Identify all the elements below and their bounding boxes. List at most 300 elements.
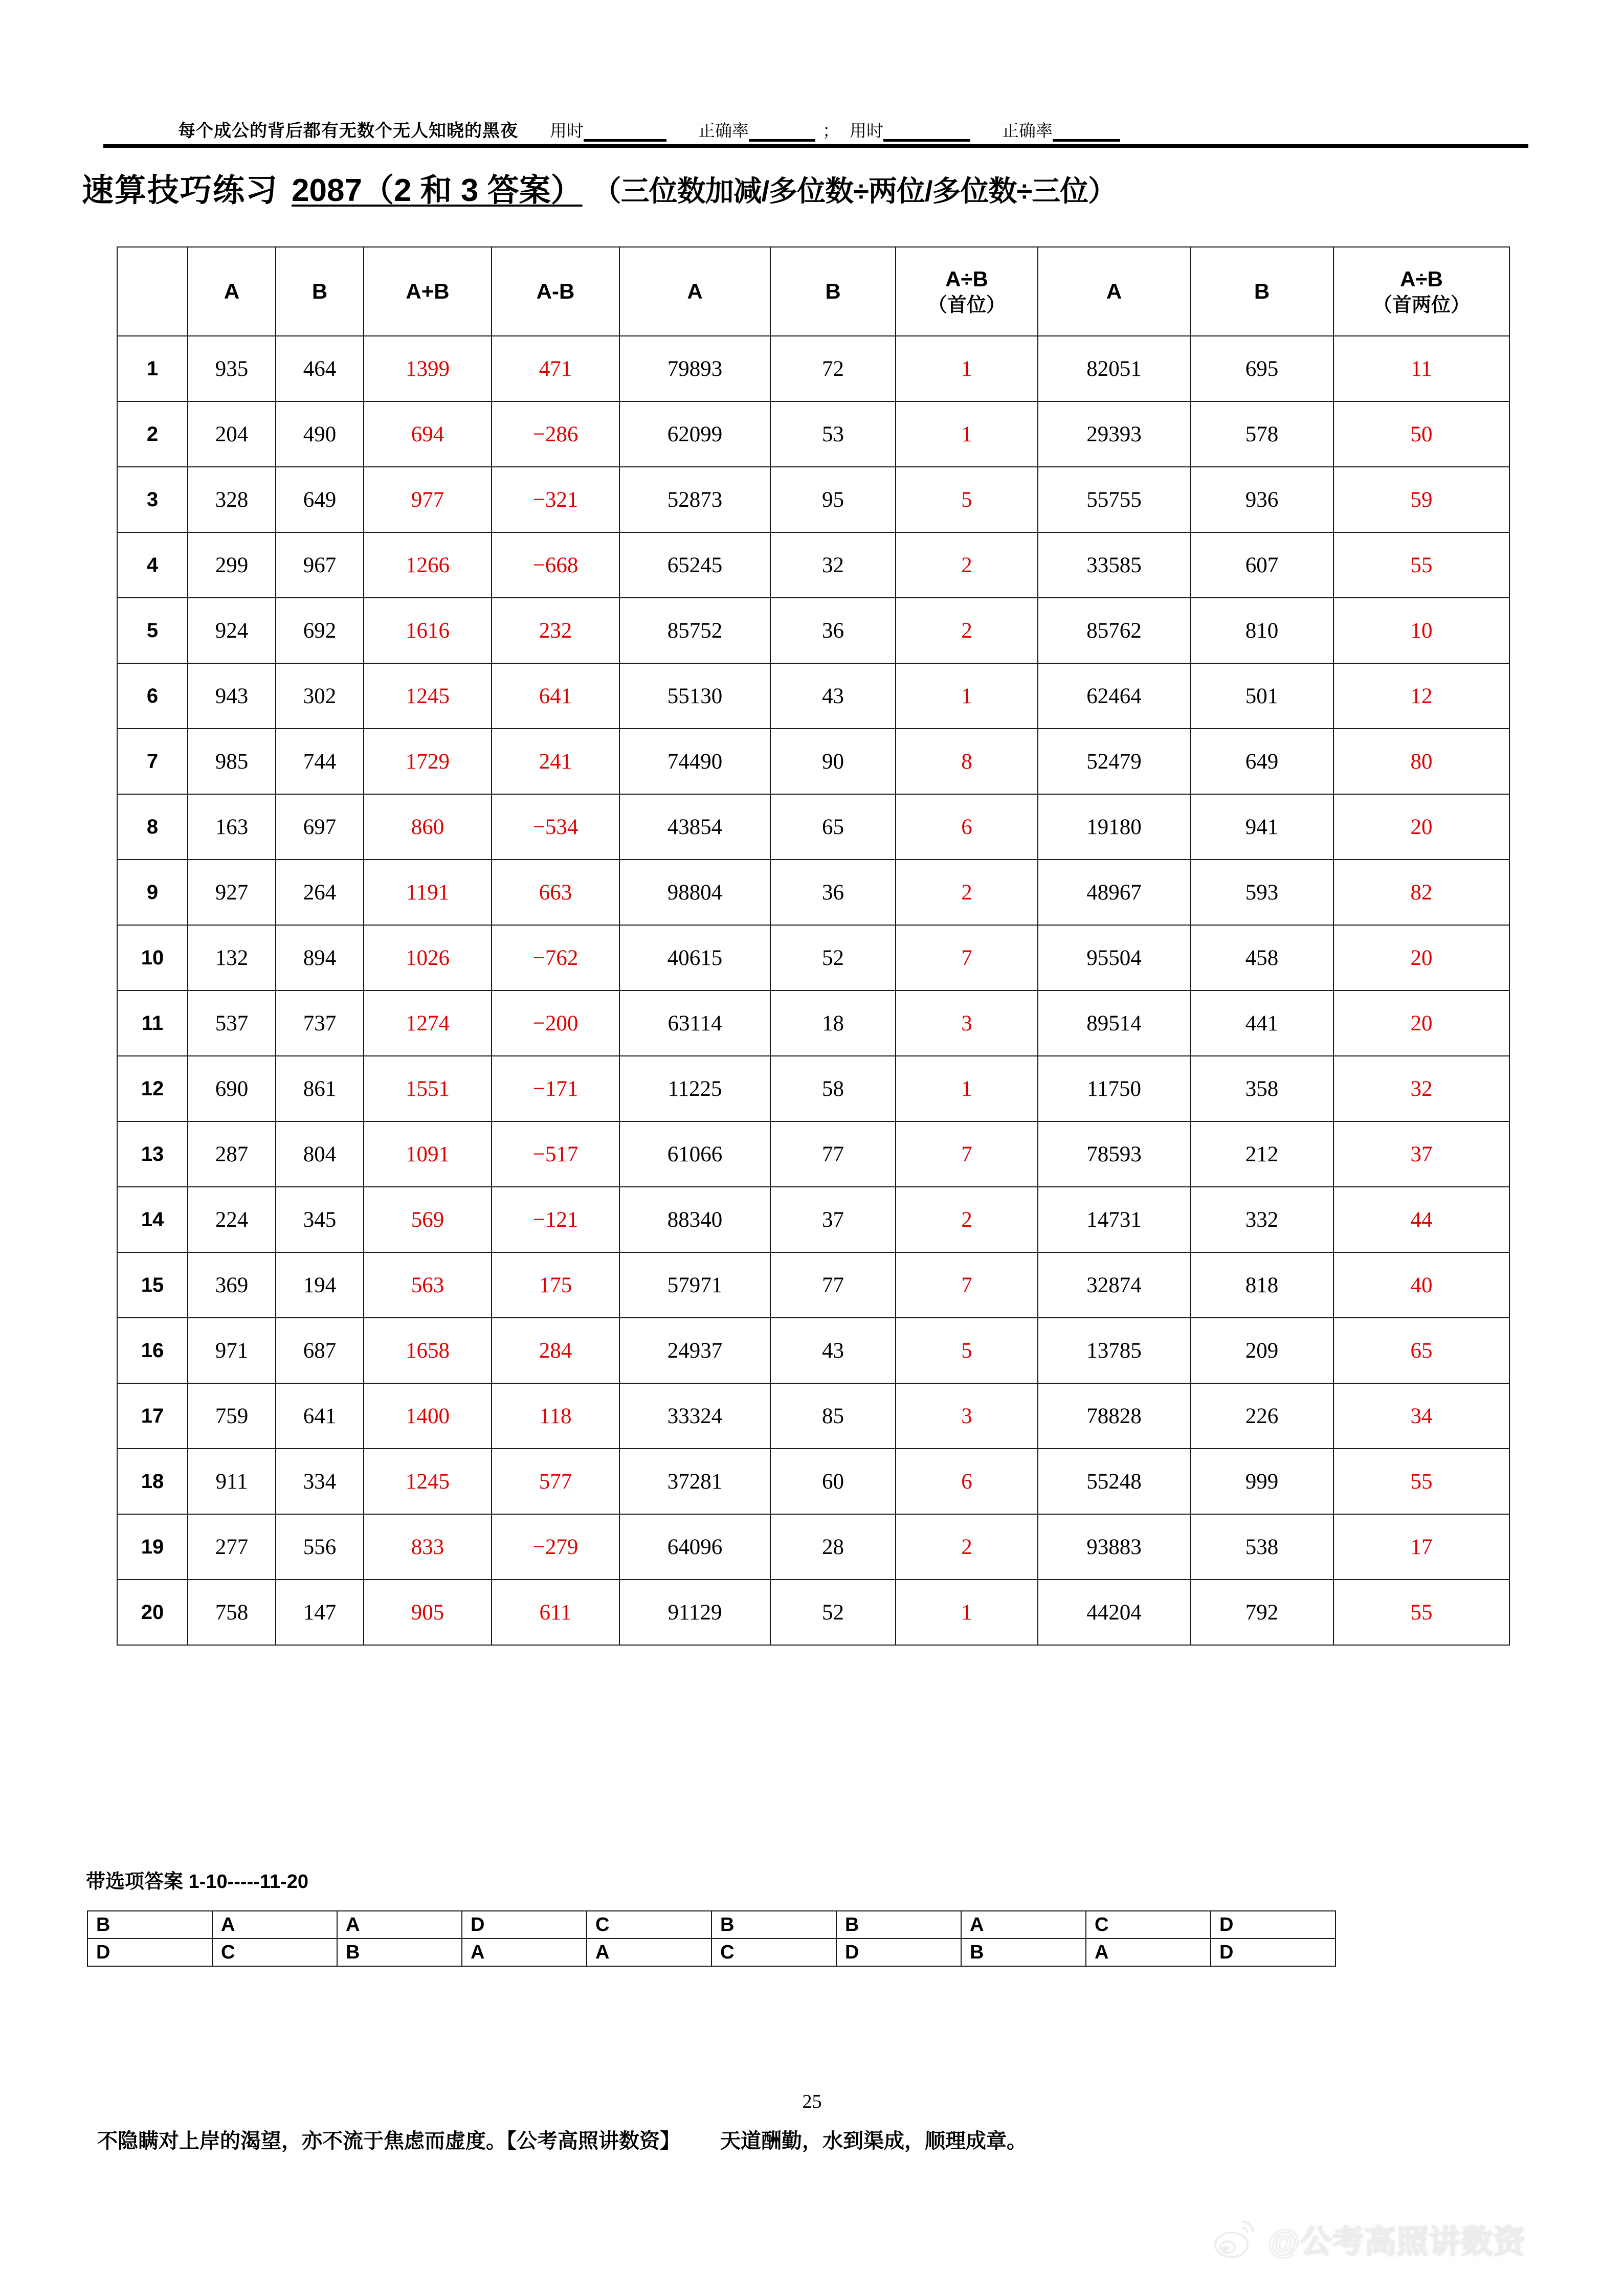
cell-a2: 40615 [619, 925, 770, 991]
col-header-quotient-first-main: A÷B [945, 266, 988, 291]
cell-diff: 232 [492, 598, 619, 663]
header-divider [103, 144, 1528, 148]
cell-b3: 226 [1190, 1383, 1333, 1449]
col-header-quotient-first-sub: （首位） [927, 294, 1006, 316]
title-subtitle: （三位数加减/多位数÷两位/多位数÷三位） [592, 175, 1117, 207]
cell-sum: 1245 [364, 1449, 492, 1514]
cell-a2: 62099 [619, 401, 770, 467]
answer-cell: C [711, 1939, 836, 1966]
cell-a2: 24937 [619, 1318, 770, 1383]
cell-a3: 82051 [1038, 336, 1190, 401]
cell-sum: 569 [364, 1187, 492, 1252]
cell-a1: 132 [188, 925, 276, 991]
row-index: 19 [117, 1514, 188, 1580]
accuracy-field-1 [698, 118, 815, 142]
cell-b2: 32 [770, 532, 896, 598]
answer-cell: D [87, 1939, 212, 1966]
cell-sum: 1245 [364, 663, 492, 729]
cell-a2: 55130 [619, 663, 770, 729]
accuracy-field-2 [1002, 118, 1120, 142]
cell-a1: 758 [188, 1580, 276, 1645]
weibo-icon [1212, 2214, 1261, 2263]
cell-a1: 299 [188, 532, 276, 598]
col-header-quotient-first [896, 247, 1038, 336]
header-motto: 每个成公的背后都有无数个无人知晓的黑夜 [178, 121, 518, 141]
answer-cell: B [961, 1939, 1086, 1966]
cell-sum: 1551 [364, 1056, 492, 1121]
cell-b2: 18 [770, 991, 896, 1056]
answers-table [87, 1910, 1336, 1967]
cell-quotient-two: 80 [1333, 729, 1509, 794]
cell-b1: 737 [276, 991, 364, 1056]
row-index: 17 [117, 1383, 188, 1449]
cell-b3: 818 [1190, 1252, 1333, 1318]
cell-b3: 936 [1190, 467, 1333, 532]
cell-diff: −762 [492, 925, 619, 991]
cell-a3: 78593 [1038, 1121, 1190, 1187]
cell-a1: 985 [188, 729, 276, 794]
cell-sum: 860 [364, 794, 492, 860]
cell-sum: 1400 [364, 1383, 492, 1449]
cell-quotient-first: 7 [896, 1252, 1038, 1318]
cell-sum: 563 [364, 1252, 492, 1318]
table-row [117, 1318, 1509, 1383]
cell-b1: 464 [276, 336, 364, 401]
table-row [117, 1252, 1509, 1318]
col-header-a2: A [619, 247, 770, 336]
cell-a2: 65245 [619, 532, 770, 598]
col-header-quotient-two-main: A÷B [1400, 266, 1443, 291]
cell-b2: 95 [770, 467, 896, 532]
cell-b2: 36 [770, 598, 896, 663]
row-index: 20 [117, 1580, 188, 1645]
answer-row-11-20 [87, 1939, 1336, 1966]
cell-quotient-two: 17 [1333, 1514, 1509, 1580]
cell-quotient-two: 20 [1333, 925, 1509, 991]
cell-a2: 98804 [619, 860, 770, 925]
cell-b3: 695 [1190, 336, 1333, 401]
cell-b1: 697 [276, 794, 364, 860]
time-label-1: 用时 [550, 121, 584, 140]
watermark [1212, 2214, 1525, 2263]
cell-a2: 63114 [619, 991, 770, 1056]
cell-a1: 224 [188, 1187, 276, 1252]
cell-a2: 52873 [619, 467, 770, 532]
cell-quotient-two: 37 [1333, 1121, 1509, 1187]
answer-cell: A [1086, 1939, 1211, 1966]
row-index: 11 [117, 991, 188, 1056]
cell-b3: 441 [1190, 991, 1333, 1056]
cell-b1: 804 [276, 1121, 364, 1187]
cell-a3: 95504 [1038, 925, 1190, 991]
answer-cell: A [961, 1911, 1086, 1939]
cell-b1: 345 [276, 1187, 364, 1252]
cell-b3: 212 [1190, 1121, 1333, 1187]
cell-quotient-two: 59 [1333, 467, 1509, 532]
cell-a1: 943 [188, 663, 276, 729]
cell-b1: 641 [276, 1383, 364, 1449]
cell-quotient-first: 2 [896, 532, 1038, 598]
cell-a3: 85762 [1038, 598, 1190, 663]
cell-b2: 72 [770, 336, 896, 401]
cell-b2: 28 [770, 1514, 896, 1580]
cell-b3: 538 [1190, 1514, 1333, 1580]
cell-diff: 118 [492, 1383, 619, 1449]
cell-quotient-first: 2 [896, 860, 1038, 925]
cell-b3: 209 [1190, 1318, 1333, 1383]
cell-sum: 1616 [364, 598, 492, 663]
row-index: 16 [117, 1318, 188, 1383]
cell-b2: 77 [770, 1252, 896, 1318]
cell-b2: 85 [770, 1383, 896, 1449]
cell-a3: 52479 [1038, 729, 1190, 794]
cell-a3: 44204 [1038, 1580, 1190, 1645]
cell-quotient-first: 3 [896, 1383, 1038, 1449]
cell-quotient-first: 1 [896, 1580, 1038, 1645]
answer-cell: C [587, 1911, 711, 1939]
watermark-text: @公考高照讲数资 [1269, 2224, 1526, 2260]
cell-quotient-two: 82 [1333, 860, 1509, 925]
col-header-b3: B [1190, 247, 1333, 336]
cell-a2: 11225 [619, 1056, 770, 1121]
cell-diff: −121 [492, 1187, 619, 1252]
cell-diff: −668 [492, 532, 619, 598]
row-index: 18 [117, 1449, 188, 1514]
cell-a2: 43854 [619, 794, 770, 860]
cell-sum: 1274 [364, 991, 492, 1056]
cell-a1: 328 [188, 467, 276, 532]
col-header-index [117, 247, 188, 336]
table-row [117, 1580, 1509, 1645]
cell-quotient-first: 6 [896, 794, 1038, 860]
cell-a1: 163 [188, 794, 276, 860]
cell-quotient-first: 1 [896, 663, 1038, 729]
cell-quotient-two: 12 [1333, 663, 1509, 729]
cell-diff: −517 [492, 1121, 619, 1187]
cell-a1: 287 [188, 1121, 276, 1187]
answer-cell: A [337, 1911, 462, 1939]
footer-quote-part1: 不隐瞒对上岸的渴望，亦不流于焦虑而虚度。【公考高照讲数资】 [97, 2130, 680, 2152]
cell-quotient-two: 10 [1333, 598, 1509, 663]
exercise-table [117, 246, 1510, 1646]
cell-a1: 911 [188, 1449, 276, 1514]
cell-b3: 593 [1190, 860, 1333, 925]
cell-sum: 694 [364, 401, 492, 467]
cell-a2: 37281 [619, 1449, 770, 1514]
cell-sum: 977 [364, 467, 492, 532]
cell-quotient-two: 55 [1333, 532, 1509, 598]
row-index: 5 [117, 598, 188, 663]
time-label-2: 用时 [850, 121, 883, 140]
cell-quotient-first: 5 [896, 1318, 1038, 1383]
cell-a2: 64096 [619, 1514, 770, 1580]
title-main: 速算技巧练习 [82, 173, 279, 208]
cell-b1: 147 [276, 1580, 364, 1645]
cell-sum: 1091 [364, 1121, 492, 1187]
row-index: 15 [117, 1252, 188, 1318]
row-index: 10 [117, 925, 188, 991]
cell-a1: 971 [188, 1318, 276, 1383]
cell-b1: 894 [276, 925, 364, 991]
cell-sum: 905 [364, 1580, 492, 1645]
cell-a2: 79893 [619, 336, 770, 401]
cell-sum: 1266 [364, 532, 492, 598]
cell-b1: 194 [276, 1252, 364, 1318]
cell-a1: 924 [188, 598, 276, 663]
cell-quotient-first: 7 [896, 925, 1038, 991]
cell-diff: 175 [492, 1252, 619, 1318]
cell-b2: 37 [770, 1187, 896, 1252]
answer-cell: A [212, 1911, 337, 1939]
cell-diff: −279 [492, 1514, 619, 1580]
accuracy-blank-1[interactable] [749, 124, 815, 142]
answer-cell: B [711, 1911, 836, 1939]
cell-quotient-two: 20 [1333, 991, 1509, 1056]
cell-b2: 52 [770, 1580, 896, 1645]
cell-quotient-first: 1 [896, 1056, 1038, 1121]
table-row [117, 1187, 1509, 1252]
cell-quotient-first: 7 [896, 1121, 1038, 1187]
cell-a3: 14731 [1038, 1187, 1190, 1252]
cell-diff: 284 [492, 1318, 619, 1383]
cell-quotient-two: 44 [1333, 1187, 1509, 1252]
row-index: 6 [117, 663, 188, 729]
cell-diff: −534 [492, 794, 619, 860]
cell-b3: 792 [1190, 1580, 1333, 1645]
cell-b3: 501 [1190, 663, 1333, 729]
row-index: 13 [117, 1121, 188, 1187]
cell-a1: 277 [188, 1514, 276, 1580]
cell-b2: 43 [770, 1318, 896, 1383]
col-header-a3: A [1038, 247, 1190, 336]
page-title [82, 165, 1565, 214]
table-row [117, 1121, 1509, 1187]
cell-diff: −200 [492, 991, 619, 1056]
table-row [117, 1514, 1509, 1580]
cell-b2: 60 [770, 1449, 896, 1514]
cell-b2: 36 [770, 860, 896, 925]
table-row [117, 467, 1509, 532]
accuracy-label-1: 正确率 [698, 121, 749, 140]
cell-quotient-first: 2 [896, 1187, 1038, 1252]
answers-label: 带选项答案 1-10-----11-20 [86, 1871, 308, 1893]
footer-quote [97, 2125, 1529, 2154]
table-row [117, 925, 1509, 991]
cell-b3: 999 [1190, 1449, 1333, 1514]
row-index: 9 [117, 860, 188, 925]
cell-quotient-first: 2 [896, 598, 1038, 663]
answer-cell: A [587, 1939, 711, 1966]
answer-cell: B [337, 1939, 462, 1966]
cell-b1: 861 [276, 1056, 364, 1121]
accuracy-blank-2[interactable] [1053, 124, 1120, 142]
cell-quotient-two: 55 [1333, 1449, 1509, 1514]
cell-sum: 1026 [364, 925, 492, 991]
cell-b3: 941 [1190, 794, 1333, 860]
cell-a3: 62464 [1038, 663, 1190, 729]
row-index: 1 [117, 336, 188, 401]
cell-diff: −171 [492, 1056, 619, 1121]
cell-a1: 927 [188, 860, 276, 925]
running-header [102, 100, 1529, 142]
cell-diff: −321 [492, 467, 619, 532]
cell-quotient-two: 40 [1333, 1252, 1509, 1318]
cell-quotient-first: 1 [896, 401, 1038, 467]
row-index: 2 [117, 401, 188, 467]
cell-a3: 29393 [1038, 401, 1190, 467]
col-header-diff: A-B [492, 247, 619, 336]
header-separator: ； [822, 121, 839, 140]
cell-diff: 641 [492, 663, 619, 729]
col-header-a1: A [188, 247, 276, 336]
cell-b3: 810 [1190, 598, 1333, 663]
cell-quotient-two: 32 [1333, 1056, 1509, 1121]
cell-b3: 358 [1190, 1056, 1333, 1121]
footer-quote-part2: 天道酬勤，水到渠成，顺理成章。 [720, 2130, 1027, 2152]
title-code: 2087（2 和 3 答案） [292, 173, 583, 208]
accuracy-label-2: 正确率 [1002, 121, 1053, 140]
cell-a2: 61066 [619, 1121, 770, 1187]
table-row [117, 336, 1509, 401]
col-header-b2: B [770, 247, 896, 336]
cell-a2: 33324 [619, 1383, 770, 1449]
time-blank-1[interactable] [584, 124, 666, 142]
cell-a1: 537 [188, 991, 276, 1056]
cell-b1: 692 [276, 598, 364, 663]
cell-a3: 32874 [1038, 1252, 1190, 1318]
cell-b3: 607 [1190, 532, 1333, 598]
cell-quotient-first: 1 [896, 336, 1038, 401]
cell-b2: 77 [770, 1121, 896, 1187]
cell-a2: 57971 [619, 1252, 770, 1318]
cell-sum: 1658 [364, 1318, 492, 1383]
time-field-1 [550, 118, 666, 142]
table-row [117, 860, 1509, 925]
cell-diff: 611 [492, 1580, 619, 1645]
table-row [117, 1383, 1509, 1449]
cell-b2: 43 [770, 663, 896, 729]
cell-sum: 1399 [364, 336, 492, 401]
cell-b1: 490 [276, 401, 364, 467]
table-row [117, 532, 1509, 598]
row-index: 4 [117, 532, 188, 598]
cell-diff: 577 [492, 1449, 619, 1514]
cell-a1: 759 [188, 1383, 276, 1449]
cell-b1: 264 [276, 860, 364, 925]
cell-quotient-two: 50 [1333, 401, 1509, 467]
answer-cell: A [462, 1939, 587, 1966]
cell-b1: 744 [276, 729, 364, 794]
cell-diff: 471 [492, 336, 619, 401]
cell-a3: 55755 [1038, 467, 1190, 532]
cell-quotient-two: 20 [1333, 794, 1509, 860]
cell-a3: 11750 [1038, 1056, 1190, 1121]
cell-quotient-first: 2 [896, 1514, 1038, 1580]
cell-a3: 48967 [1038, 860, 1190, 925]
cell-quotient-two: 34 [1333, 1383, 1509, 1449]
cell-a2: 91129 [619, 1580, 770, 1645]
cell-sum: 1191 [364, 860, 492, 925]
row-index: 8 [117, 794, 188, 860]
col-header-b1: B [276, 247, 364, 336]
cell-b2: 53 [770, 401, 896, 467]
cell-b1: 556 [276, 1514, 364, 1580]
cell-a1: 204 [188, 401, 276, 467]
cell-b1: 687 [276, 1318, 364, 1383]
cell-a1: 935 [188, 336, 276, 401]
cell-b3: 332 [1190, 1187, 1333, 1252]
row-index: 14 [117, 1187, 188, 1252]
cell-a3: 13785 [1038, 1318, 1190, 1383]
answer-cell: B [836, 1911, 961, 1939]
answer-cell: B [87, 1911, 212, 1939]
cell-b2: 65 [770, 794, 896, 860]
cell-a2: 85752 [619, 598, 770, 663]
cell-diff: −286 [492, 401, 619, 467]
row-index: 3 [117, 467, 188, 532]
cell-quotient-first: 6 [896, 1449, 1038, 1514]
cell-sum: 1729 [364, 729, 492, 794]
cell-b1: 649 [276, 467, 364, 532]
cell-diff: 241 [492, 729, 619, 794]
row-index: 7 [117, 729, 188, 794]
cell-b2: 90 [770, 729, 896, 794]
answer-cell: C [1086, 1911, 1211, 1939]
row-index: 12 [117, 1056, 188, 1121]
answer-row-1-10 [87, 1911, 1336, 1939]
cell-a3: 78828 [1038, 1383, 1190, 1449]
col-header-quotient-two-sub: （首两位） [1372, 294, 1470, 316]
cell-b1: 334 [276, 1449, 364, 1514]
cell-a3: 19180 [1038, 794, 1190, 860]
cell-b1: 302 [276, 663, 364, 729]
time-field-2 [850, 118, 970, 142]
cell-quotient-first: 5 [896, 467, 1038, 532]
col-header-sum: A+B [364, 247, 492, 336]
table-row [117, 991, 1509, 1056]
cell-b2: 52 [770, 925, 896, 991]
page-number: 25 [802, 2091, 822, 2112]
cell-b3: 578 [1190, 401, 1333, 467]
answer-cell: C [212, 1939, 337, 1966]
cell-b3: 458 [1190, 925, 1333, 991]
cell-quotient-two: 65 [1333, 1318, 1509, 1383]
cell-b2: 58 [770, 1056, 896, 1121]
cell-quotient-two: 55 [1333, 1580, 1509, 1645]
table-row [117, 1449, 1509, 1514]
table-row [117, 794, 1509, 860]
col-header-quotient-two [1333, 247, 1509, 336]
time-blank-2[interactable] [883, 124, 970, 142]
cell-a2: 74490 [619, 729, 770, 794]
table-row [117, 729, 1509, 794]
answer-cell: D [462, 1911, 587, 1939]
cell-quotient-two: 11 [1333, 336, 1509, 401]
cell-a3: 93883 [1038, 1514, 1190, 1580]
table-row [117, 1056, 1509, 1121]
cell-a1: 690 [188, 1056, 276, 1121]
cell-a2: 88340 [619, 1187, 770, 1252]
cell-a3: 55248 [1038, 1449, 1190, 1514]
cell-a1: 369 [188, 1252, 276, 1318]
answer-cell: D [1211, 1911, 1336, 1939]
table-header-row [117, 247, 1509, 336]
cell-quotient-first: 3 [896, 991, 1038, 1056]
cell-sum: 833 [364, 1514, 492, 1580]
cell-b1: 967 [276, 532, 364, 598]
answer-cell: D [1211, 1939, 1336, 1966]
table-row [117, 663, 1509, 729]
